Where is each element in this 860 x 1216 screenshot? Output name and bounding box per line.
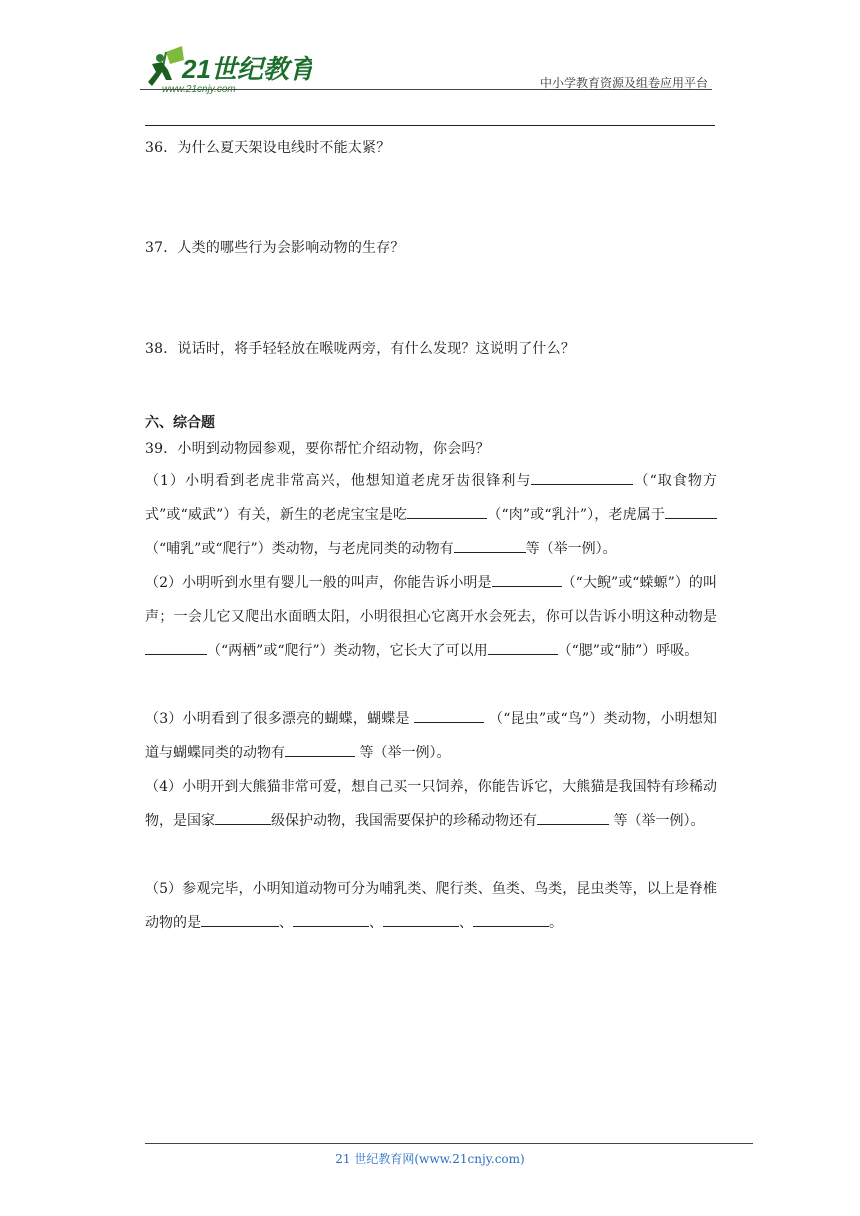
answer-blank[interactable] — [492, 572, 562, 587]
question-37: 37．人类的哪些行为会影响动物的生存？ — [145, 240, 405, 256]
answer-blank[interactable] — [537, 810, 609, 825]
question-36: 36．为什么夏天架设电线时不能太紧？ — [145, 140, 391, 156]
logo-url: www.21cnjy.com — [162, 84, 236, 94]
platform-title: 中小学教育资源及组卷应用平台 — [539, 76, 708, 90]
answer-blank[interactable] — [414, 708, 484, 723]
footer-divider — [145, 1143, 753, 1144]
footer-link[interactable]: 21 世纪教育网(www.21cnjy.com) — [335, 1152, 525, 1166]
question-39-part-5: （5）参观完毕，小明知道动物可分为哺乳类、爬行类、鱼类、鸟类，昆虫类等，以上是脊椎动物的是 、 、 、 。 — [145, 881, 717, 931]
answer-blank[interactable] — [285, 742, 355, 757]
question-39-stem: 39．小明到动物园参观，要你帮忙介绍动物，你会吗？ — [145, 441, 490, 457]
answer-blank[interactable] — [488, 640, 558, 655]
runner-logo-icon — [142, 42, 312, 94]
answer-blank[interactable] — [145, 640, 207, 655]
question-39-part-4: （4）小明开到大熊猫非常可爱，想自己买一只饲养，你能告诉它，大熊猫是我国特有珍稀动物，是国家 级保护动物，我国需要保护的珍稀动物还有 等（举一例）。 — [145, 779, 717, 829]
answer-blank[interactable] — [473, 912, 549, 927]
answer-blank[interactable] — [665, 504, 717, 519]
answer-blank[interactable] — [407, 504, 487, 519]
question-39-part-3: （3）小明看到了很多漂亮的蝴蝶，蝴蝶是 （“昆虫”或“鸟”）类动物，小明想知道与蝴蝶同类的动物有 等（举一例）。 — [145, 702, 717, 770]
answer-blank[interactable] — [293, 912, 369, 927]
question-39-part-1: （1）小明看到老虎非常高兴，他想知道老虎牙齿很锋利与 （“取食物方式”或“威武”）有关，新生的老虎宝宝是吃 （“肉”或“乳汁”），老虎属于（“哺乳”或“爬行”）类动物，与老虎同类的动物有 等（举一例）。 — [145, 464, 717, 566]
answer-blank[interactable] — [531, 470, 633, 485]
header-divider — [140, 89, 712, 90]
answer-blank[interactable] — [215, 810, 271, 825]
section-heading: 六、综合题 — [145, 415, 215, 431]
question-39-part-2: （2）小明听到水里有婴儿一般的叫声，你能告诉小明是 （“大鲵”或“蝾螈”）的叫声；一会儿它又爬出水面晒太阳，小明很担心它离开水会死去，你可以告诉小明这种动物是（“两栖”或“爬行”）类动物，它长大了可以用 （“腮”或“肺”）呼吸。 — [145, 566, 717, 668]
site-logo — [142, 42, 312, 94]
answer-blank[interactable] — [201, 912, 279, 927]
answer-blank[interactable] — [383, 912, 459, 927]
logo-text: 21世纪教育 — [182, 54, 312, 84]
content-divider — [145, 125, 715, 126]
answer-blank[interactable] — [454, 538, 526, 553]
question-38: 38．说话时，将手轻轻放在喉咙两旁，有什么发现？这说明了什么？ — [145, 341, 576, 357]
